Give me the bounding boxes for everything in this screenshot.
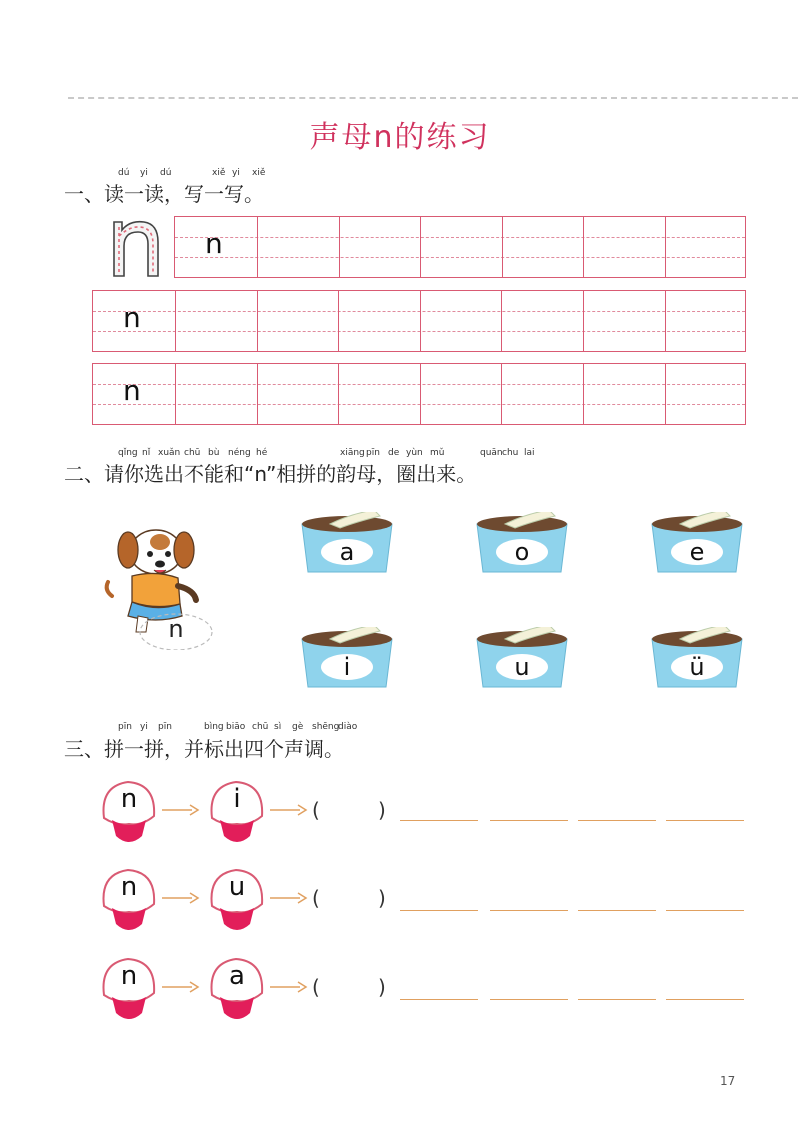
final-letter: a xyxy=(229,961,245,991)
initial-letter: n xyxy=(120,872,138,902)
arrow-right-icon xyxy=(270,892,308,904)
final-letter: u xyxy=(228,872,246,902)
mouth-final xyxy=(206,778,268,854)
initial-letter: n xyxy=(120,961,138,991)
dog-letter: n xyxy=(168,615,184,643)
bowl-option[interactable] xyxy=(475,512,569,574)
paren-close: ) xyxy=(378,798,386,822)
answer-line[interactable] xyxy=(578,999,656,1000)
answer-line[interactable] xyxy=(490,910,568,911)
bowl-option[interactable] xyxy=(300,512,394,574)
paren-open: ( xyxy=(312,886,320,910)
answer-line[interactable] xyxy=(400,999,478,1000)
mouth-initial xyxy=(98,955,160,1031)
section3-instruction: 拼一拼，并标出四个声调。 xyxy=(104,737,344,761)
bowl-letter: o xyxy=(514,538,530,566)
bowl-letter: i xyxy=(343,653,351,681)
paren-close: ) xyxy=(378,975,386,999)
writing-row-2 xyxy=(92,290,746,352)
final-letter: i xyxy=(233,784,241,814)
mouth-initial xyxy=(98,866,160,942)
sample-letter: n xyxy=(123,374,141,407)
answer-line[interactable] xyxy=(490,999,568,1000)
bowl-option[interactable] xyxy=(650,627,744,689)
arrow-right-icon xyxy=(162,892,200,904)
answer-line[interactable] xyxy=(578,910,656,911)
paren-open: ( xyxy=(312,975,320,999)
writing-row-3 xyxy=(92,363,746,425)
mouth-final xyxy=(206,955,268,1031)
tracing-letter-n-icon xyxy=(108,216,162,278)
arrow-right-icon xyxy=(270,981,308,993)
bowl-letter: ü xyxy=(689,653,705,681)
bowl-letter: a xyxy=(339,538,355,566)
section1-number: 一、 xyxy=(64,182,104,206)
bowl-letter: e xyxy=(689,538,705,566)
arrow-right-icon xyxy=(270,804,308,816)
section2-number: 二、 xyxy=(64,462,104,486)
paren-open: ( xyxy=(312,798,320,822)
page-title: 声母n的练习 xyxy=(309,120,491,155)
section1-instruction: 读一读，写一写。 xyxy=(104,182,264,206)
sample-letter: n xyxy=(205,227,223,260)
mouth-initial xyxy=(98,778,160,854)
arrow-right-icon xyxy=(162,804,200,816)
answer-line[interactable] xyxy=(666,999,744,1000)
section1-heading xyxy=(64,178,264,207)
answer-line[interactable] xyxy=(400,820,478,821)
section2-instruction: 请你选出不能和“n”相拼的韵母，圈出来。 xyxy=(104,462,477,486)
sample-letter: n xyxy=(123,301,141,334)
section2-heading xyxy=(64,458,476,487)
section3-number: 三、 xyxy=(64,737,104,761)
top-dashed-divider xyxy=(68,97,798,99)
bowl-option[interactable] xyxy=(650,512,744,574)
writing-row-1 xyxy=(174,216,746,278)
answer-line[interactable] xyxy=(490,820,568,821)
answer-line[interactable] xyxy=(666,910,744,911)
mouth-final xyxy=(206,866,268,942)
answer-line[interactable] xyxy=(400,910,478,911)
initial-letter: n xyxy=(120,784,138,814)
page-number: 17 xyxy=(720,1074,736,1088)
answer-line[interactable] xyxy=(578,820,656,821)
bowl-option[interactable] xyxy=(300,627,394,689)
section3-heading xyxy=(64,733,344,762)
bowl-letter: u xyxy=(514,653,530,681)
paren-close: ) xyxy=(378,886,386,910)
arrow-right-icon xyxy=(162,981,200,993)
answer-line[interactable] xyxy=(666,820,744,821)
bowl-option[interactable] xyxy=(475,627,569,689)
